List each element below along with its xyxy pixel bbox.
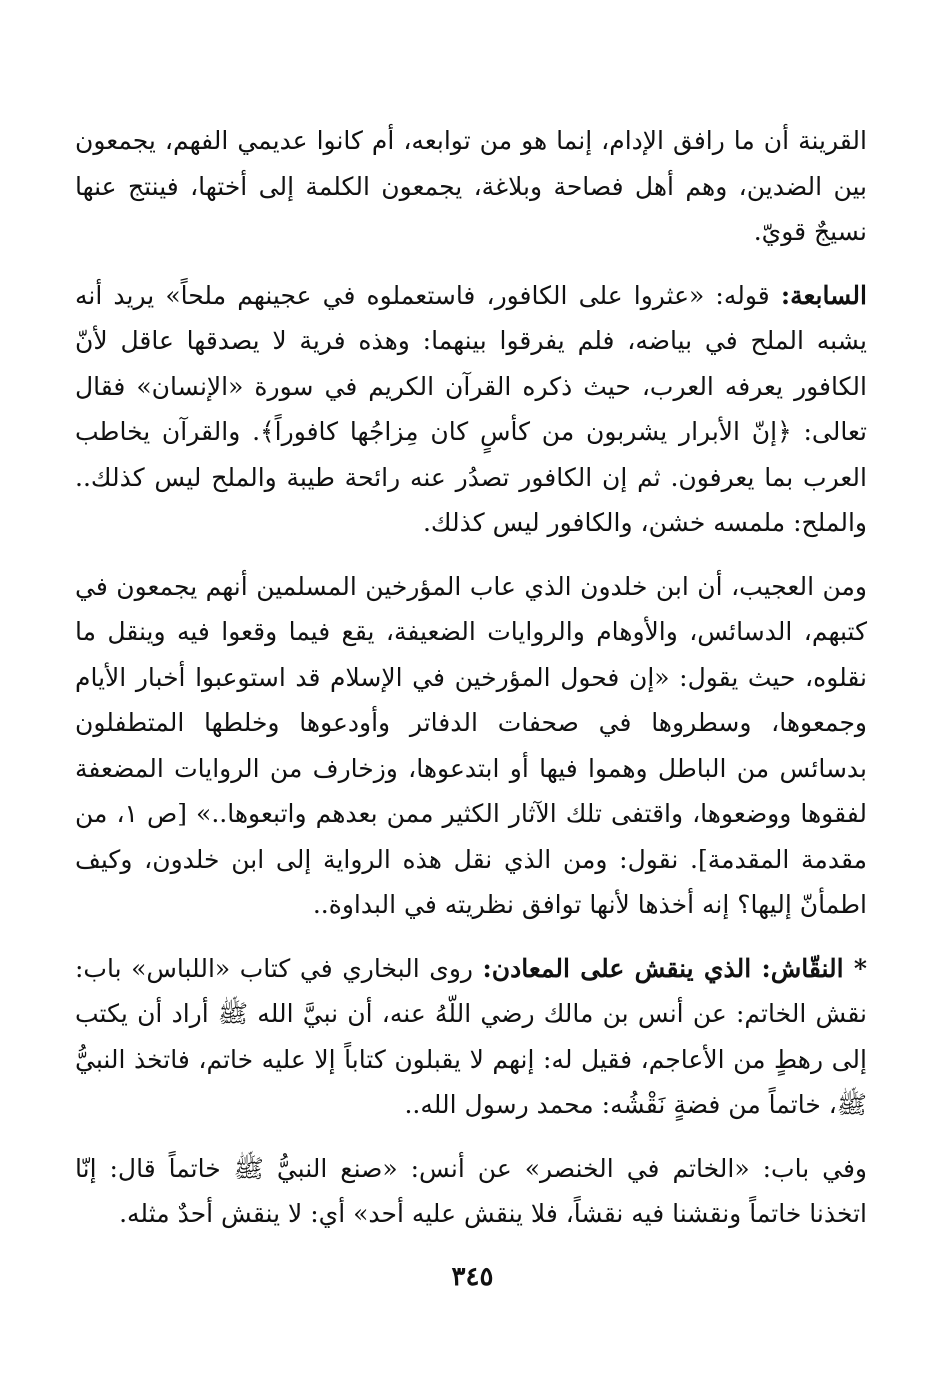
- paragraph-2-text: قوله: «عثروا على الكافور، فاستعملوه في عجينهم ملحاً» يريد أنه يشبه الملح في بياضه، فلم يفرقوا بينهما: وهذه فرية لا يصدقها عاقل لأنّ الكافور يعرفه العرب، حيث ذكره القرآن الكريم في سورة «الإنسان» فقال تعالى: ﴿إنّ الأبرار يشربون من كأسٍ كان مِزاجُها كافوراً﴾. والقرآن يخاطب العرب بما يعرفون. ثم إن الكافور تصدُر عنه رائحة طيبة والملح ليس كذلك.. والملح: ملمسه خشن، والكافور ليس كذلك.: [75, 280, 867, 537]
- page-number: ٣٤٥: [451, 1262, 494, 1292]
- paragraph-2: [75, 273, 867, 546]
- paragraph-3-text: ومن العجيب، أن ابن خلدون الذي عاب المؤرخين المسلمين أنهم يجمعون في كتبهم، الدسائس، والأوهام والروايات الضعيفة، يقع فيما وقعوا فيه وينقل ما نقلوه، حيث يقول: «إن فحول المؤرخين في الإسلام قد استوعبوا أخبار الأيام وجمعوها، وسطروها في صحفات الدفاتر وأودعوها وخلطها المتطفلون بدسائس من الباطل وهموا فيها أو ابتدعوها، وزخارف من الروايات المضعفة لفقوها ووضعوها، واقتفى تلك الآثار الكثير ممن بعدهم واتبعوها..» [ص ١، من مقدمة المقدمة]. نقول: ومن الذي نقل هذه الرواية إلى ابن خلدون، وكيف اطمأنّ إليها؟ إنه أخذها لأنها توافق نظريته في البداوة..: [75, 571, 867, 919]
- paragraph-4-text: روى البخاري في كتاب «اللباس» باب: نقش الخاتم: عن أنس بن مالك رضي اللّهُ عنه، أن نبيَّ الله ﷺ أراد أن يكتب إلى رهطٍ من الأعاجم، فقيل له: إنهم لا يقبلون كتاباً إلا عليه خاتم، فاتخذ النبيُّ ﷺ، خاتماً من فضةٍ نَقْشُه: محمد رسول الله..: [75, 953, 867, 1119]
- paragraph-5: [75, 1146, 867, 1237]
- paragraph-2-lead: السابعة:: [780, 280, 867, 310]
- page-body: [75, 118, 867, 1255]
- paragraph-4: [75, 946, 867, 1128]
- paragraph-5-text: وفي باب: «الخاتم في الخنصر» عن أنس: «صنع النبيُّ ﷺ خاتماً قال: إنّا اتخذنا خاتماً ونقشنا فيه نقشاً، فلا ينقش عليه أحد» أي: لا ينقش أحدٌ مثله.: [75, 1153, 867, 1228]
- paragraph-1: [75, 118, 867, 255]
- paragraph-1-text: القرينة أن ما رافق الإدام، إنما هو من توابعه، أم كانوا عديمي الفهم، يجمعون بين الضدين، وهم أهل فصاحة وبلاغة، يجمعون الكلمة إلى أختها، فينتج عنها نسيجٌ قويّ.: [75, 126, 867, 246]
- paragraph-3: [75, 564, 867, 928]
- paragraph-4-lead: * النقّاش: الذي ينقش على المعادن:: [482, 953, 867, 983]
